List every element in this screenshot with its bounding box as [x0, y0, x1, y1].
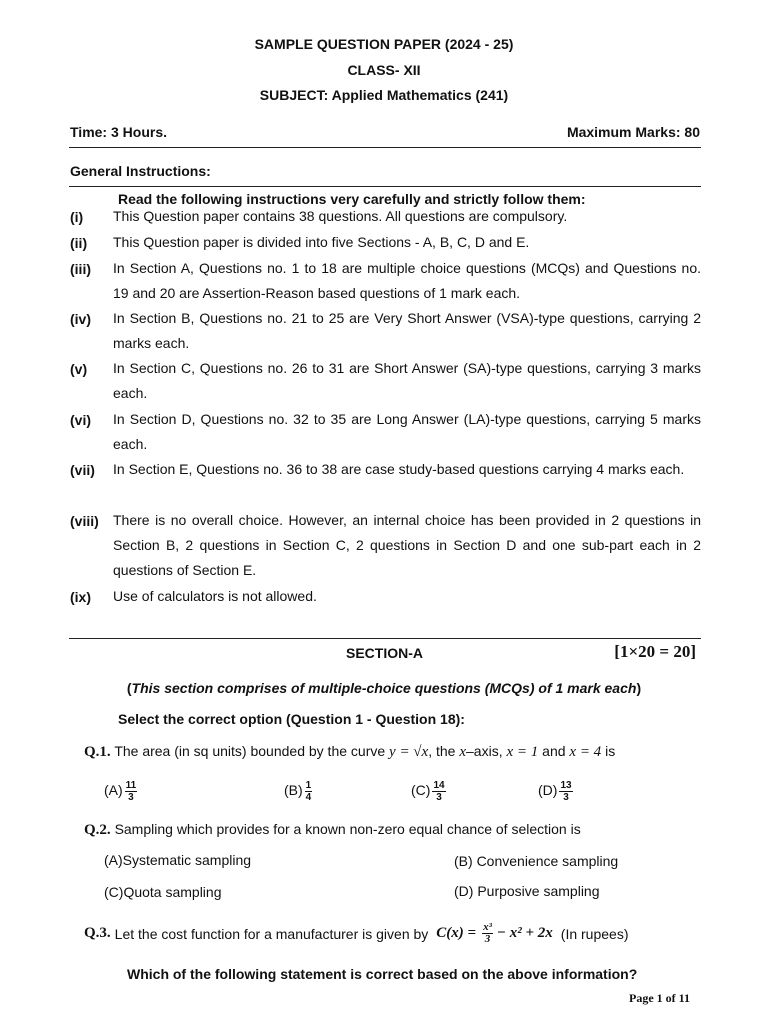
option-b[interactable]: [284, 780, 312, 803]
option-label: (D): [538, 782, 558, 799]
max-marks-label: Maximum Marks: 80: [566, 124, 700, 140]
formula-fraction: [482, 922, 493, 945]
fraction-numerator: x³: [483, 921, 492, 933]
instruction-number: (v): [70, 361, 88, 377]
option-a[interactable]: [104, 780, 137, 803]
fraction-denominator: 3: [563, 792, 569, 803]
fraction-numerator: 13: [560, 780, 572, 791]
instruction-number: (vi): [70, 412, 91, 428]
option-d[interactable]: [454, 883, 600, 899]
question-3: [84, 922, 629, 945]
section-divider: [69, 638, 701, 639]
option-text: Quota sampling: [123, 884, 222, 900]
page-number: Page 1 of 11: [629, 991, 690, 1005]
instruction-text: There is no overall choice. However, an internal choice has been provided in 2 questions in Section B, 2 questions in Section C, 2 questions in Section D and one sub-part each in 2 questions of Section E.: [113, 512, 701, 578]
class-label: CLASS- XII: [347, 62, 421, 78]
instruction-text: Use of calculators is not allowed.: [113, 588, 317, 604]
time-label: Time: 3 Hours.: [70, 124, 167, 140]
option-label: (A): [104, 852, 123, 868]
instruction-text: In Section D, Questions no. 32 to 35 are Long Answer (LA)-type questions, carrying 5 marks each.: [113, 411, 701, 452]
option-text: Purposive sampling: [477, 883, 600, 899]
question-text: The area (in sq units) bounded by the curve: [114, 743, 386, 759]
fraction: [305, 780, 313, 803]
question-1: [84, 743, 615, 761]
instruction-text: In Section E, Questions no. 36 to 38 are case study-based questions carrying 4 marks each.: [113, 461, 685, 477]
option-a[interactable]: [104, 852, 251, 868]
option-label: (A): [104, 782, 123, 799]
question-text: and: [542, 743, 566, 759]
option-label: (C): [104, 884, 124, 900]
instruction-number: (ii): [70, 235, 88, 251]
math-expression: y = √x: [389, 744, 429, 760]
option-label: (B): [454, 853, 473, 869]
question-number: Q.1.: [84, 744, 111, 760]
section-a-note: [0, 680, 768, 696]
option-text: Systematic sampling: [122, 852, 252, 868]
instructions-heading: General Instructions:: [70, 163, 211, 179]
instruction-number: (iv): [70, 311, 91, 327]
fraction-numerator: 1: [305, 780, 312, 791]
header-divider: [69, 147, 701, 148]
option-text: Convenience sampling: [476, 853, 619, 869]
fraction-numerator: 11: [125, 780, 137, 791]
question-text: –axis,: [466, 743, 503, 759]
instructions-subheading: Read the following instructions very carefully and strictly follow them:: [118, 191, 586, 207]
option-label: (B): [284, 782, 303, 799]
formula-rest: − x² + 2x: [496, 925, 553, 941]
fraction-denominator: 3: [436, 792, 442, 803]
instruction-number: (viii): [70, 513, 99, 529]
fraction: [432, 780, 445, 803]
instruction-text: In Section C, Questions no. 26 to 31 are Short Answer (SA)-type questions, carrying 3 marks each.: [113, 360, 701, 401]
question-2: [84, 821, 581, 839]
question-text: Sampling which provides for a known non-zero equal chance of selection is: [114, 821, 581, 837]
subject-label: SUBJECT: Applied Mathematics (241): [259, 87, 509, 103]
instruction-number: (vii): [70, 462, 95, 478]
question-text: , the: [428, 743, 456, 759]
fraction-numerator: 14: [433, 780, 445, 791]
note-close-paren: ): [636, 680, 642, 696]
section-a-select: Select the correct option (Question 1 - Question 18):: [118, 711, 465, 727]
section-a-marks: [1×20 = 20]: [614, 642, 696, 661]
fraction-denominator: 4: [305, 792, 312, 803]
question-3-prompt: Which of the following statement is correct based on the above information?: [127, 966, 638, 982]
math-expression: x = 1: [506, 744, 539, 760]
option-label: (D): [454, 883, 474, 899]
instructions-divider: [69, 186, 701, 187]
instruction-text: In Section B, Questions no. 21 to 25 are Very Short Answer (VSA)-type questions, carrying 2 marks each.: [113, 310, 701, 351]
option-d[interactable]: [538, 780, 573, 803]
question-number: Q.2.: [84, 822, 111, 838]
question-number: Q.3.: [84, 925, 111, 941]
question-text: Let the cost function for a manufacturer is given by: [114, 925, 429, 942]
unit-note: (In rupees): [560, 925, 629, 942]
instruction-text: This Question paper contains 38 questions. All questions are compulsory.: [113, 208, 568, 224]
fraction-denominator: 3: [128, 792, 134, 803]
section-a-title: SECTION-A: [346, 645, 423, 661]
instruction-number: (iii): [70, 261, 91, 277]
instruction-text: This Question paper is divided into five Sections - A, B, C, D and E.: [113, 234, 530, 250]
fraction-denominator: 3: [484, 933, 491, 945]
fraction: [559, 780, 572, 803]
instruction-number: (i): [70, 209, 84, 225]
option-c[interactable]: [411, 780, 446, 803]
fraction: [125, 780, 138, 803]
option-c[interactable]: [104, 884, 222, 900]
math-expression: x: [459, 744, 467, 760]
question-text: is: [605, 743, 616, 759]
option-label: (C): [411, 782, 431, 799]
note-text: This section comprises of multiple-choice questions (MCQs) of 1 mark each: [131, 680, 637, 696]
formula-lhs: C(x) =: [436, 925, 477, 941]
note-open-paren: (: [126, 680, 132, 696]
instruction-text: In Section A, Questions no. 1 to 18 are multiple choice questions (MCQs) and Questions no. 19 and 20 are Assertion-Reason based questions of 1 mark each.: [113, 260, 701, 301]
option-b[interactable]: [454, 853, 618, 869]
paper-title: SAMPLE QUESTION PAPER (2024 - 25): [254, 36, 514, 52]
instruction-number: (ix): [70, 589, 91, 605]
math-expression: x = 4: [569, 744, 602, 760]
